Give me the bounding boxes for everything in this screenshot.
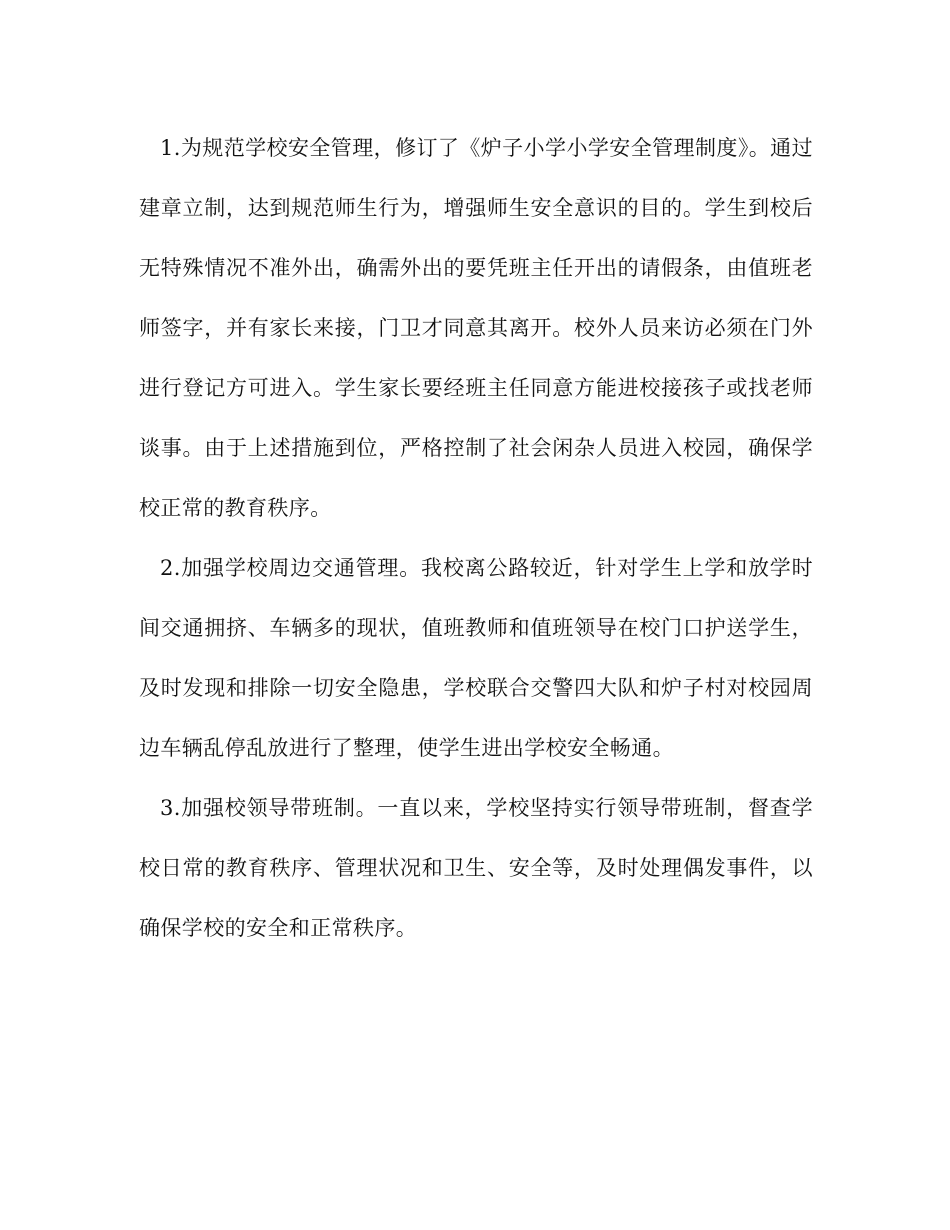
paragraph-2: 2.加强学校周边交通管理。我校离公路较近，针对学生上学和放学时间交通拥挤、车辆多的现状，值班教师和值班领导在校门口护送学生，及时发现和排除一切安全隐患，学校联合交警四大队和炉子村对校园周边车辆乱停乱放进行了整理，使学生进出学校安全畅通。 bbox=[139, 556, 813, 760]
document-body bbox=[139, 118, 813, 958]
paragraph-1: 1.为规范学校安全管理，修订了《炉子小学小学安全管理制度》。通过建章立制，达到规范师生行为，增强师生安全意识的目的。学生到校后无特殊情况不准外出，确需外出的要凭班主任开出的请假条，由值班老师签字，并有家长来接，门卫才同意其离开。校外人员来访必须在门外进行登记方可进入。学生家长要经班主任同意方能进校接孩子或找老师谈事。由于上述措施到位，严格控制了社会闲杂人员进入校园，确保学校正常的教育秩序。 bbox=[139, 136, 813, 520]
paragraph-3: 3.加强校领导带班制。一直以来，学校坚持实行领导带班制，督查学校日常的教育秩序、管理状况和卫生、安全等，及时处理偶发事件，以确保学校的安全和正常秩序。 bbox=[139, 796, 813, 940]
